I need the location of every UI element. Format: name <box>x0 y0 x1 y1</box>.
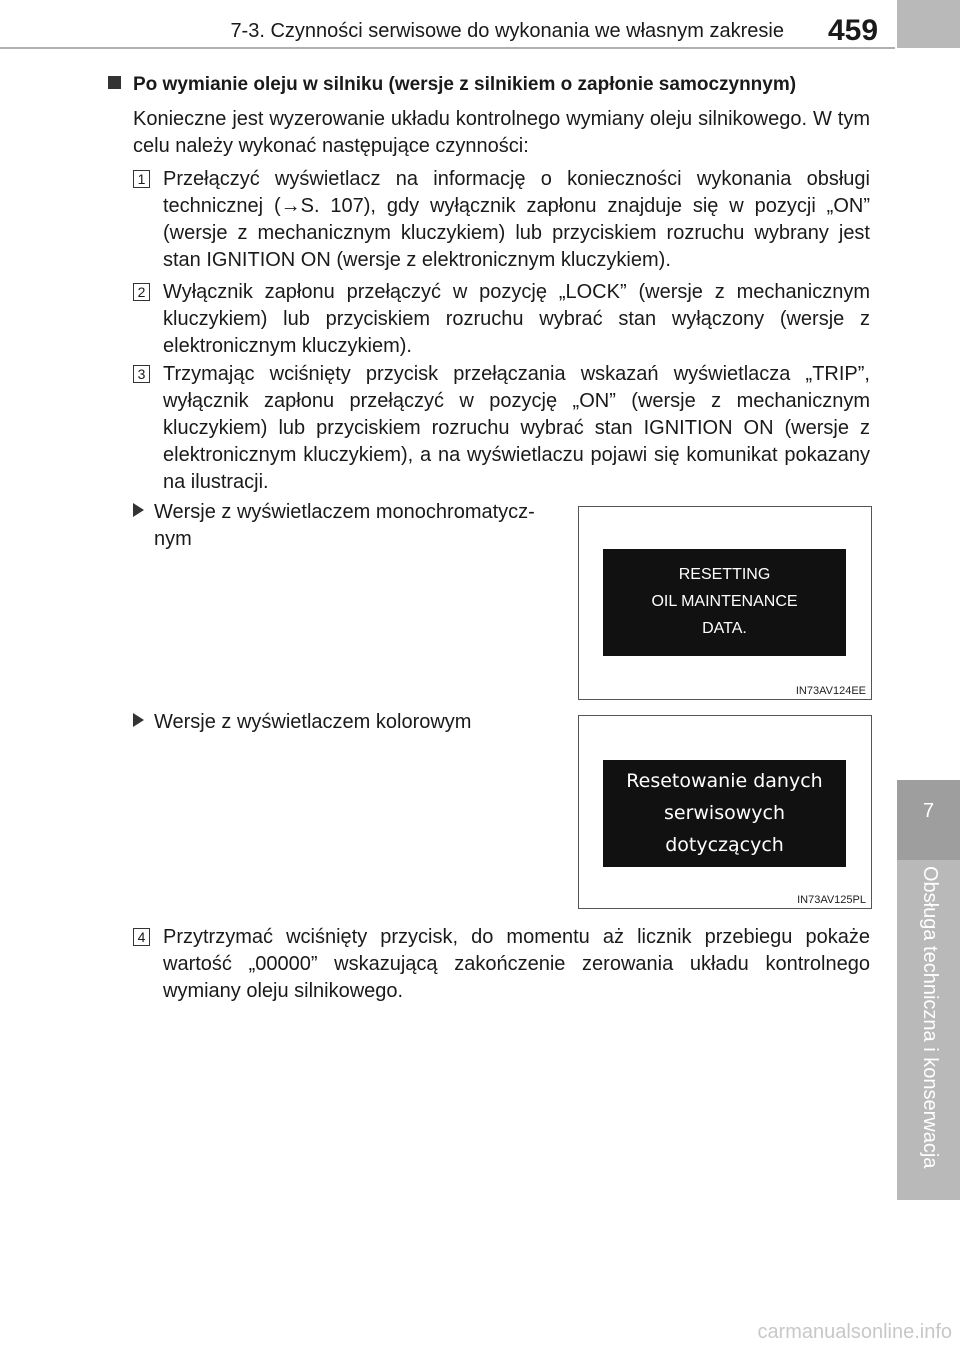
section-heading-text: Po wymianie oleju w silniku (wersje z silnikiem o zapłonie samoczynnym) <box>133 74 797 95</box>
step-text: Wyłącznik zapłonu przełączyć w pozycję „LOCK” (wersje z mechanicznym kluczykiem) lub przyciskiem rozruchu wybrać stan wyłączony (wersje z elektronicznym kluczykiem). <box>163 281 870 357</box>
variant-color-label-text: Wersje z wyświetlaczem kolorowym <box>154 711 472 733</box>
triangle-bullet-icon <box>133 503 144 517</box>
step-3 <box>133 361 870 496</box>
figure-code: IN73AV124EE <box>795 685 866 697</box>
page-number: 459 <box>828 14 879 47</box>
chapter-side-tab <box>897 0 960 1348</box>
variant-mono-label <box>133 499 563 553</box>
figure-mono-display <box>578 506 872 700</box>
figure-code: IN73AV125PL <box>797 894 866 906</box>
step-text: Przełączyć wyświetlacz na informację o konieczności wykonania obsługi technicznej (→S. 107), gdy wyłącznik zapłonu znajduje się w pozycji „ON” (wersje z mechanicznym kluczykiem) lub przyciskiem rozruchu wybrany jest stan IGNITION ON (wersje z elektronicznym kluczykiem). <box>163 168 870 271</box>
intro-paragraph: Konieczne jest wyzerowanie układu kontrolnego wymiany oleju silnikowego. W tym celu należy wykonać następujące czynności: <box>133 108 870 157</box>
color-screen-line3: oleju. <box>698 866 751 888</box>
step-number-badge: 1 <box>133 170 150 188</box>
figure-color-display <box>578 715 872 909</box>
header-title: 7-3. Czynności serwisowe do wykonania we własnym zakresie <box>230 20 784 42</box>
mono-display-screen <box>603 549 846 656</box>
variant-mono-label-line1: Wersje z wyświetlaczem monochromatycz- <box>154 501 535 523</box>
color-screen-line2: serwisowych dotyczących <box>663 802 785 856</box>
step-text: Trzymając wciśnięty przycisk przełączania wskazań wyświetlacza „TRIP”, wyłącznik zapłonu przełączyć w pozycję „ON” (wersje z mechanicznym kluczykiem) lub przyciskiem rozruchu wybrać stan IGNITION ON (wersje z elektronicznym kluczykiem), a na wyświetlaczu pojawi się komunikat pokazany na ilustracji. <box>163 363 870 493</box>
mono-screen-line3: DATA. <box>702 620 747 637</box>
step-number-badge: 2 <box>133 283 150 301</box>
step-1 <box>133 166 870 274</box>
step-4 <box>133 924 870 1005</box>
color-display-screen <box>603 760 846 888</box>
variant-color-label <box>133 709 563 736</box>
step-number-badge: 3 <box>133 365 150 383</box>
header-rule <box>0 47 895 49</box>
mono-screen-line2: OIL MAINTENANCE <box>651 593 798 610</box>
triangle-bullet-icon <box>133 713 144 727</box>
mono-screen-line1: RESETTING <box>678 566 771 583</box>
page-header <box>0 0 960 48</box>
color-screen-line1: Resetowanie danych <box>626 770 823 792</box>
step-2 <box>133 279 870 360</box>
step-number-badge: 4 <box>133 928 150 946</box>
step-text: Przytrzymać wciśnięty przycisk, do momentu aż licznik przebiegu pokaże wartość „00000” wskazującą zakończenie zerowania układu kontrolnego wymiany oleju silnikowego. <box>163 926 870 1002</box>
side-tab-top-block <box>897 0 960 48</box>
watermark: carmanualsonline.info <box>757 1321 952 1343</box>
variant-mono-label-line2: nym <box>154 528 192 550</box>
chapter-number: 7 <box>922 800 935 822</box>
square-bullet-icon <box>108 76 121 89</box>
section-heading <box>108 74 796 96</box>
chapter-title: Obsługa techniczna i konserwacja <box>919 866 941 1169</box>
